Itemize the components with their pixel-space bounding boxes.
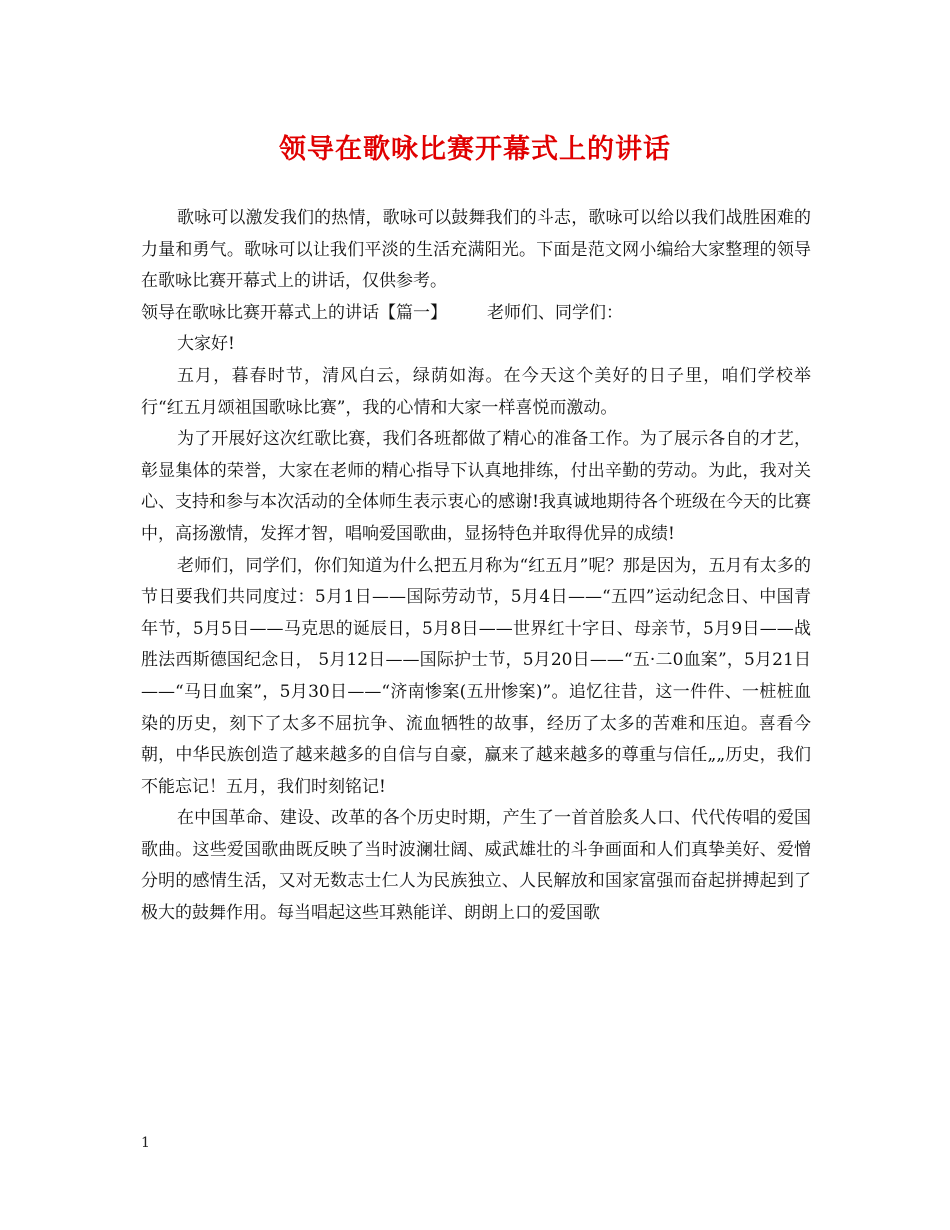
section-heading-line	[141, 298, 811, 330]
greeting: 大家好!	[177, 334, 235, 355]
body-paragraph: 为了开展好这次红歌比赛，我们各班都做了精心的准备工作。为了展示各自的才艺，彰显集体的荣誉，大家在老师的精心指导下认真地排练，付出辛勤的劳动。为此，我对关心、支持和参与本次活动的全体师生表示衷心的感谢!我真诚地期待各个班级在今天的比赛中，高扬激情，发挥才智，唱响爱国歌曲，显扬特色并取得优异的成绩!	[141, 429, 811, 544]
section-heading: 领导在歌咏比赛开幕式上的讲话【篇一】	[141, 302, 447, 323]
body-paragraph: 老师们，同学们，你们知道为什么把五月称为“红五月”呢？那是因为，五月有太多的节日要我们共同度过：5月1日——国际劳动节，5月4日——“五四”运动纪念日、中国青年节，5月5日——马克思的诞辰日，5月8日——世界红十字日、母亲节，5月9日——战胜法西斯德国纪念日， 5月12日——国际护士节，5月20日——“五·二0血案”，5月21日——“马日血案”，5月30日——“济南惨案(五卅惨案)”。追忆往昔，这一件件、一桩桩血染的历史，刻下了太多不屈抗争、流血牺牲的故事，经历了太多的苦难和压迫。喜看今朝，中华民族创造了越来越多的自信与自豪，赢来了越来越多的尊重与信任„„历史，我们不能忘记！五月，我们时刻铭记!	[141, 555, 811, 797]
intro-paragraph: 歌咏可以激发我们的热情，歌咏可以鼓舞我们的斗志，歌咏可以给以我们战胜困难的力量和勇气。歌咏可以让我们平淡的生活充满阳光。下面是范文网小编给大家整理的领导在歌咏比赛开幕式上的讲话，仅供参考。	[141, 208, 811, 292]
body-paragraph: 五月，暮春时节，清风白云，绿荫如海。在今天这个美好的日子里，咱们学校举行“红五月颂祖国歌咏比赛”，我的心情和大家一样喜悦而激动。	[141, 365, 811, 418]
document-title: 领导在歌咏比赛开幕式上的讲话	[279, 134, 671, 165]
body-paragraph: 在中国革命、建设、改革的各个历史时期，产生了一首首脍炙人口、代代传唱的爱国歌曲。这些爱国歌曲既反映了当时波澜壮阔、威武雄壮的斗争画面和人们真挚美好、爱憎分明的感情生活，又对无数志士仁人为民族独立、人民解放和国家富强而奋起拼搏起到了极大的鼓舞作用。每当唱起这些耳熟能详、朗朗上口的爱国歌	[141, 808, 811, 924]
salutation: 老师们、同学们：	[487, 302, 623, 323]
document-body	[141, 203, 811, 930]
page-number: 1	[141, 1135, 150, 1151]
